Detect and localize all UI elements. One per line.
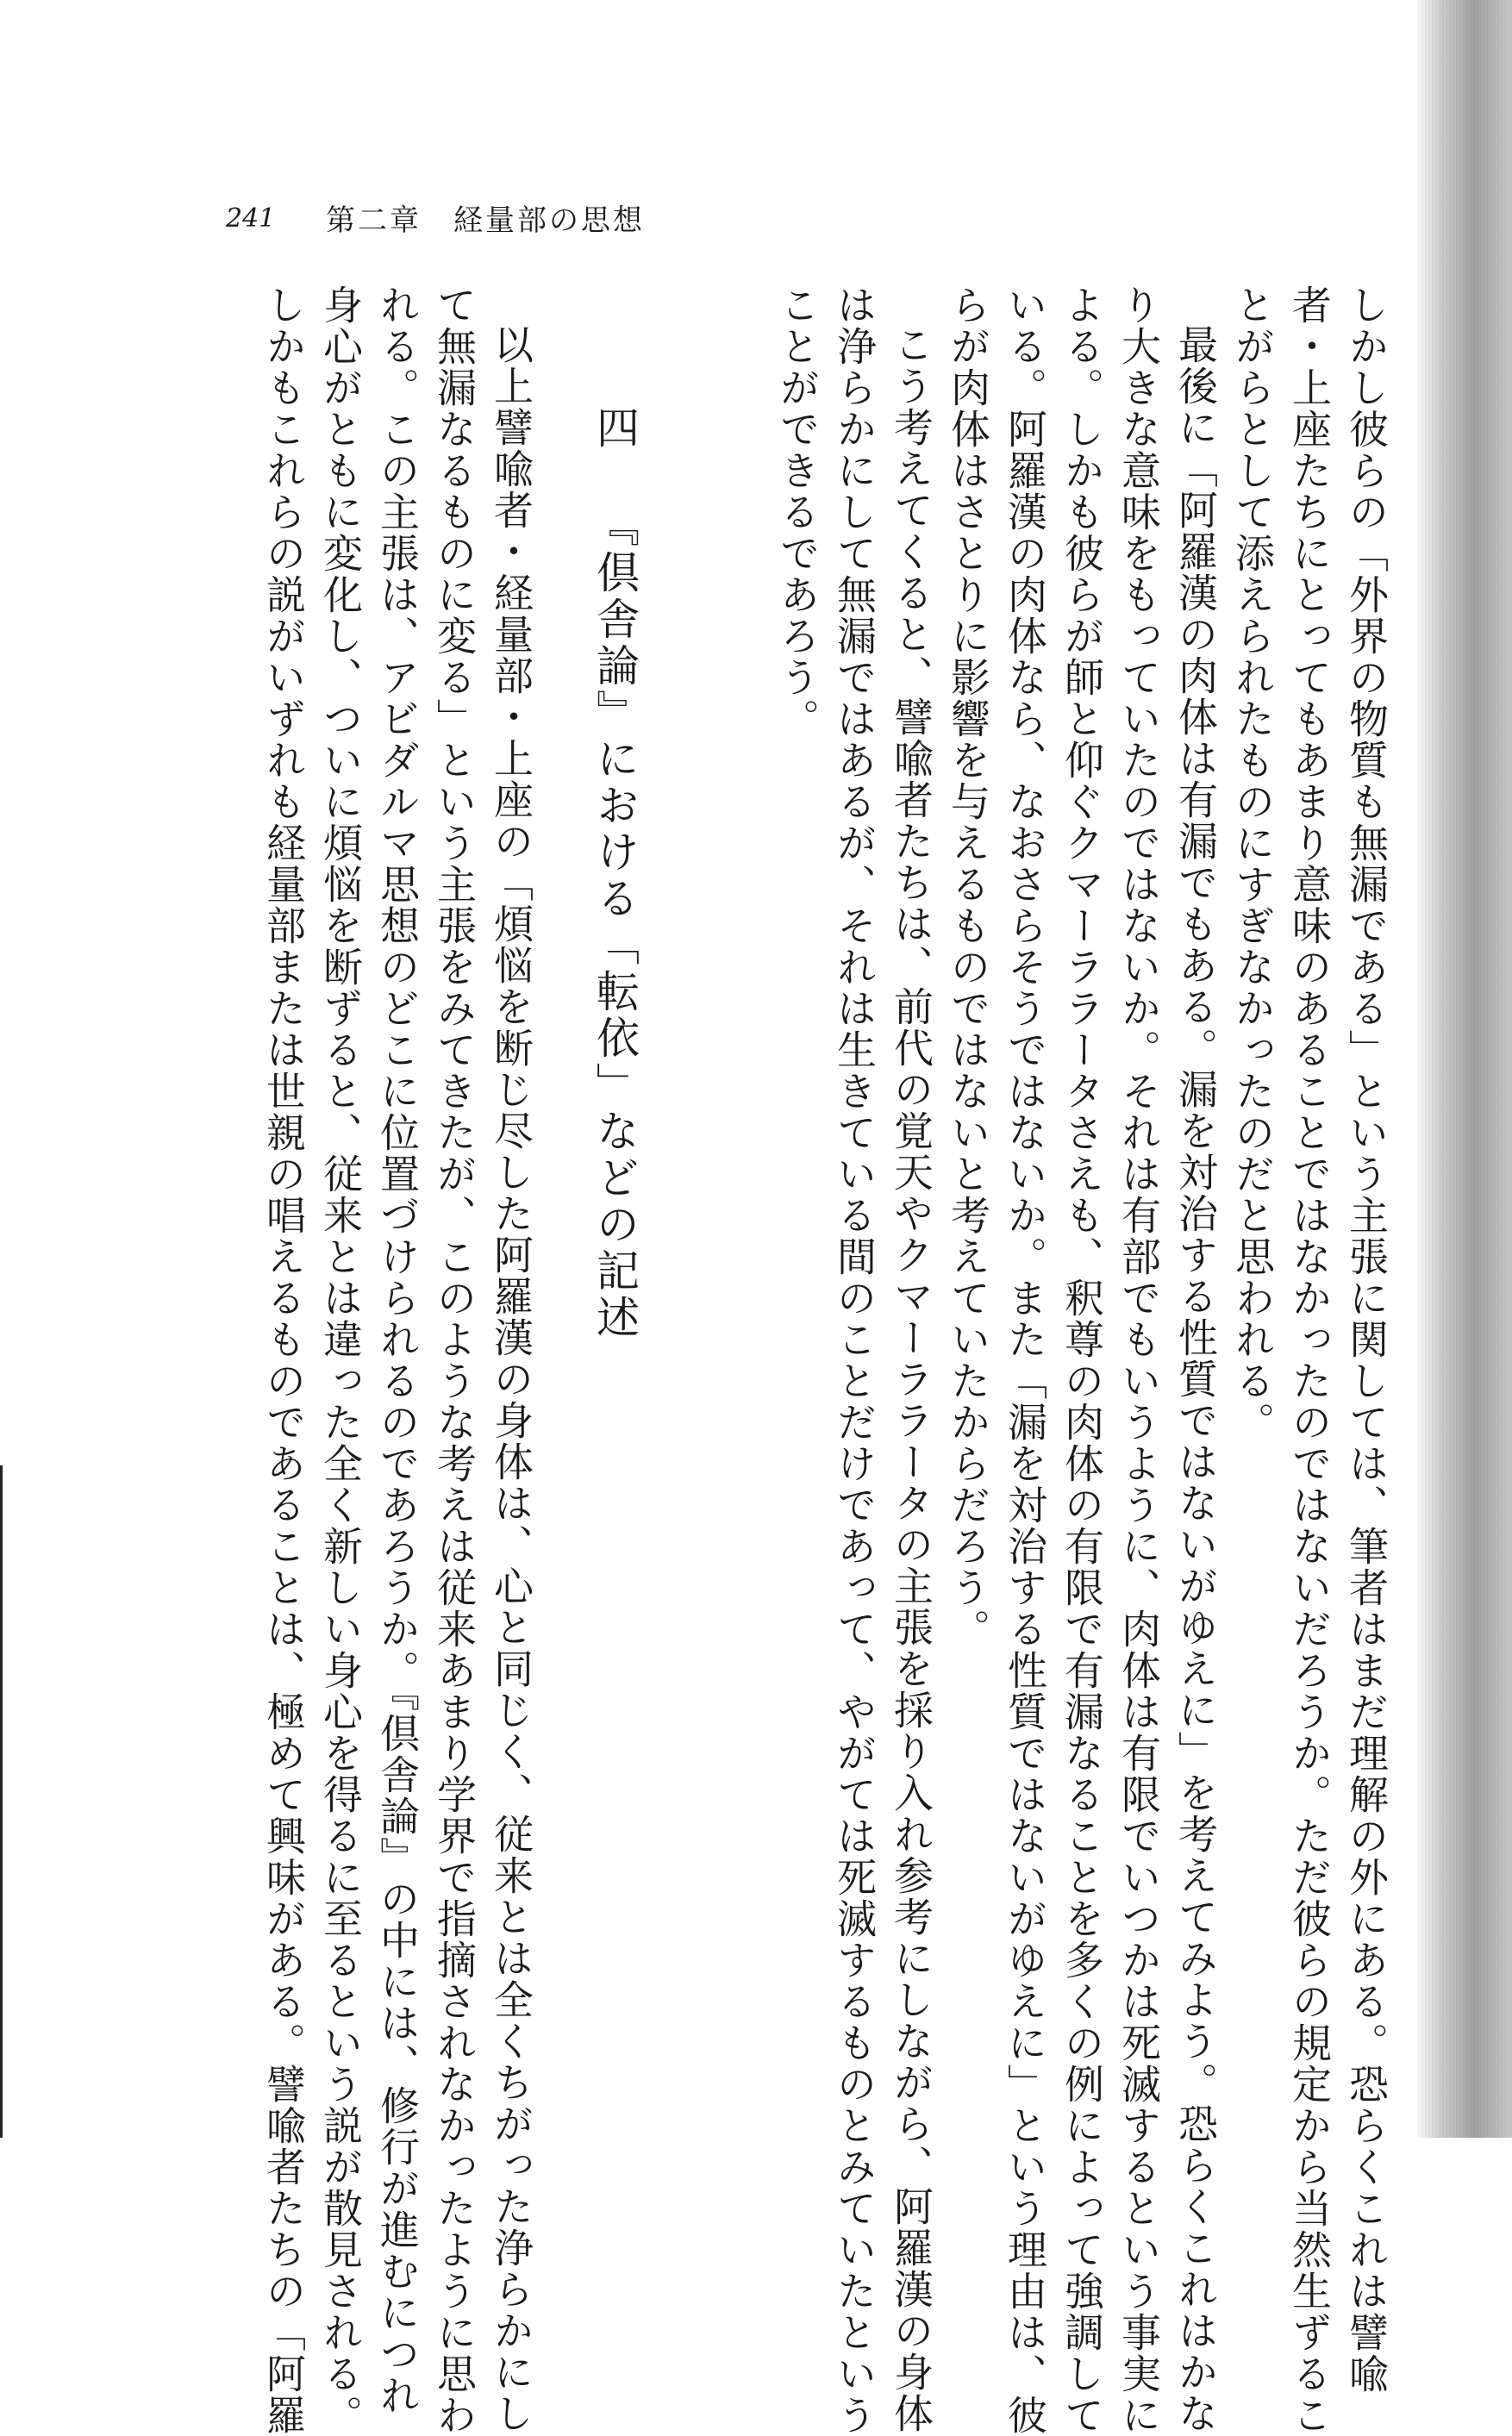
- scan-gutter-shadow: [1417, 0, 1512, 2138]
- upper-line-8: らが肉体はさとりに影響を与えるものではないと考えていたからだろう。: [945, 284, 991, 1650]
- section-number: 四: [590, 405, 640, 452]
- upper-line-4: 最後に「阿羅漢の肉体は有漏でもある。漏を対治する性質ではないがゆえに」を考えてみよう。恐らくこれはかな: [1172, 324, 1219, 2434]
- lower-line-5: しかもこれらの説がいずれも経量部または世親の唱えるものであることは、極めて興味がある。譬喩者たちの「阿羅: [260, 284, 307, 2436]
- upper-line-6: よる。しかも彼らが師と仰ぐクマーララータさえも、釈尊の肉体の有限で有漏なることを多くの例によって強調して: [1059, 284, 1105, 2436]
- section-title: 『倶舎論』における「転依」などの記述: [590, 503, 640, 1341]
- upper-line-1: しかし彼らの「外界の物質も無漏である」という主張に関しては、筆者はまだ理解の外にある。恐らくこれは譬喩: [1343, 284, 1390, 2395]
- lower-line-1: 以上譬喩者・経量部・上座の「煩悩を断じ尽した阿羅漢の身体は、心と同じく、従来とは全くちがった浄らかにし: [488, 324, 534, 2434]
- lower-line-4: 身心がともに変化し、ついに煩悩を断ずると、従来とは違った全く新しい身心を得るに至るという説が散見される。: [317, 284, 364, 2436]
- upper-line-7: いる。阿羅漢の肉体なら、なおさらそうではないか。また「漏を対治する性質ではないがゆえに」という理由は、彼: [1002, 284, 1048, 2436]
- upper-line-10: は浄らかにして無漏ではあるが、それは生きている間のことだけであって、やがては死滅するものとみていたという: [831, 284, 878, 2436]
- upper-line-5: り大きな意味をもっていたのではないか。それは有部でもいうように、肉体は有限でいつかは死滅するという事実に: [1115, 284, 1162, 2436]
- upper-line-9: こう考えてくると、譬喩者たちは、前代の覚天やクマーララータの主張を採り入れ参考にしながら、阿羅漢の身体: [888, 324, 934, 2434]
- scan-left-edge: [0, 1465, 3, 2138]
- section-heading: [586, 405, 643, 1341]
- page-number: 241: [226, 203, 276, 234]
- upper-line-11: ことができるであろう。: [774, 284, 821, 740]
- running-head: 第二章 経量部の思想: [326, 203, 645, 238]
- upper-line-3: とがらとして添えられたものにすぎなかったのだと思われる。: [1229, 284, 1276, 1443]
- lower-line-2: て無漏なるものに変る」という主張をみてきたが、このような考えは従来あまり学界で指摘されなかったように思わ: [431, 284, 478, 2436]
- lower-line-3: れる。この主張は、アビダルマ思想のどこに位置づけられるのであろうか。『倶舎論』の中には、修行が進むにつれ: [374, 284, 421, 2416]
- upper-line-2: 者・上座たちにとってもあまり意味のあることではなかったのではないだろうか。ただ彼らの規定から当然生ずるこ: [1286, 284, 1333, 2436]
